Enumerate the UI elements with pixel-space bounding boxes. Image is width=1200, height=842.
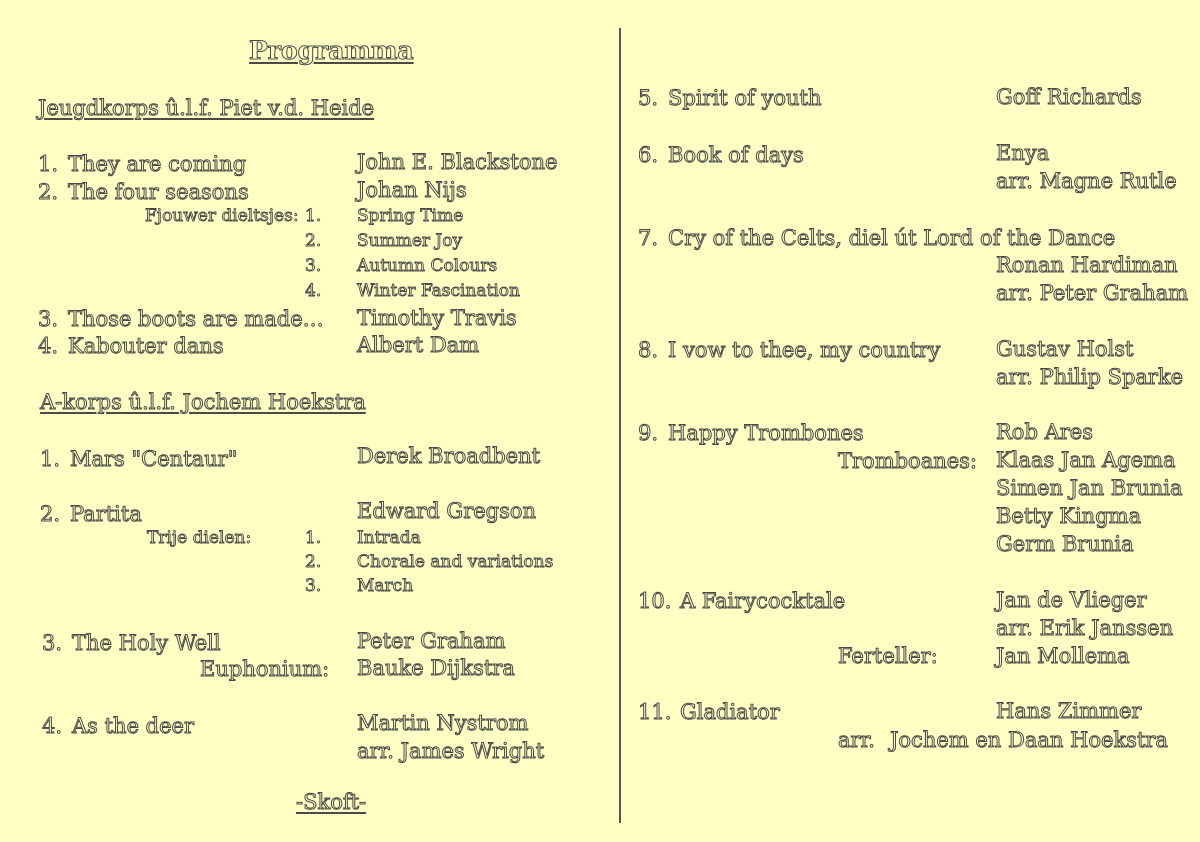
performers-label: Tromboanes: [838,449,978,473]
movement-name: March [357,576,414,596]
arranger-label: arr. [838,728,875,752]
performer-name: Betty Kingma [996,504,1142,528]
item-number: 5. [638,86,659,110]
composer: Albert Dam [357,333,480,357]
composer: Johan Nijs [357,178,467,202]
soloist-label: Euphonium: [200,657,330,681]
arranger: arr. James Wright [357,739,545,763]
arranger: arr. Erik Janssen [996,616,1174,640]
item-number: 1. [40,447,61,471]
composer: Rob Ares [996,420,1093,444]
item-number: 2. [40,502,61,526]
movement-number: 2. [305,552,322,572]
movement-name: Intrada [357,528,421,548]
composer: Peter Graham [357,629,506,653]
composer: Ronan Hardiman [996,253,1178,277]
composer: Derek Broadbent [357,444,541,468]
piece-title: The four seasons [68,180,249,204]
performer-name: Germ Brunia [996,532,1134,556]
item-number: 4. [42,714,63,738]
piece-title: They are coming [68,152,247,176]
movement-number: 4. [305,281,322,301]
composer: Hans Zimmer [996,699,1142,723]
piece-title: Mars "Centaur" [70,447,238,471]
composer: Edward Gregson [357,499,537,523]
movement-number: 2. [305,231,322,251]
movement-number: 3. [305,576,322,596]
composer: Enya [996,141,1050,165]
column-divider [619,28,621,823]
piece-title: Kabouter dans [68,334,224,358]
movement-name: Autumn Colours [357,256,498,276]
composer: John E. Blackstone [357,150,558,174]
soloist-name: Bauke Dijkstra [357,656,515,680]
piece-title: As the deer [72,714,195,738]
arranger: Jochem en Daan Hoekstra [890,728,1168,752]
intermission-label: -Skoft- [296,790,367,814]
performer-name: Klaas Jan Agema [996,448,1176,472]
arranger: arr. Magne Rutle [996,169,1177,193]
program-title: Programma [249,36,414,65]
piece-title: I vow to thee, my country [668,338,941,362]
movement-number: 3. [305,256,322,276]
movements-label: Trije dielen: [147,528,252,548]
section-heading-a-band: A-korps û.l.f. Jochem Hoekstra [40,390,366,414]
movement-name: Spring Time [357,206,464,226]
item-number: 8. [638,338,659,362]
composer: Timothy Travis [357,306,517,330]
item-number: 3. [38,307,59,331]
item-number: 1. [38,152,59,176]
performer-name: Simen Jan Brunia [996,476,1183,500]
composer: Gustav Holst [996,337,1134,361]
item-number: 10. [638,589,672,613]
arranger: arr. Philip Sparke [996,365,1184,389]
composer: Martin Nystrom [357,711,529,735]
piece-title: The Holy Well [72,631,221,655]
item-number: 11. [638,700,672,724]
narrator-label: Ferteller: [838,644,938,668]
movement-name: Summer Joy [357,231,463,251]
narrator-name: Jan Mollema [996,644,1130,668]
composer: Jan de Vlieger [996,588,1147,612]
item-number: 2. [38,180,59,204]
piece-title: Book of days [668,143,804,167]
movement-name: Chorale and variations [357,552,554,572]
movement-number: 1. [305,206,322,226]
piece-title: Partita [70,502,142,526]
piece-title: Those boots are made… [68,307,324,331]
item-number: 3. [42,631,63,655]
movement-number: 1. [305,528,322,548]
composer: Goff Richards [996,85,1142,109]
piece-title: Cry of the Celts, diel út Lord of the Dance [668,226,1116,250]
piece-title: Spirit of youth [668,86,822,110]
arranger: arr. Peter Graham [996,281,1189,305]
piece-title: Gladiator [680,700,780,724]
item-number: 6. [638,143,659,167]
item-number: 4. [38,334,59,358]
piece-title: Happy Trombones [668,421,864,445]
piece-title: A Fairycocktale [680,589,846,613]
item-number: 9. [638,421,659,445]
movement-name: Winter Fascination [357,281,520,301]
item-number: 7. [638,226,659,250]
movements-label: Fjouwer dieltsjes: [145,206,299,226]
section-heading-youth-band: Jeugdkorps û.l.f. Piet v.d. Heide [38,96,375,120]
